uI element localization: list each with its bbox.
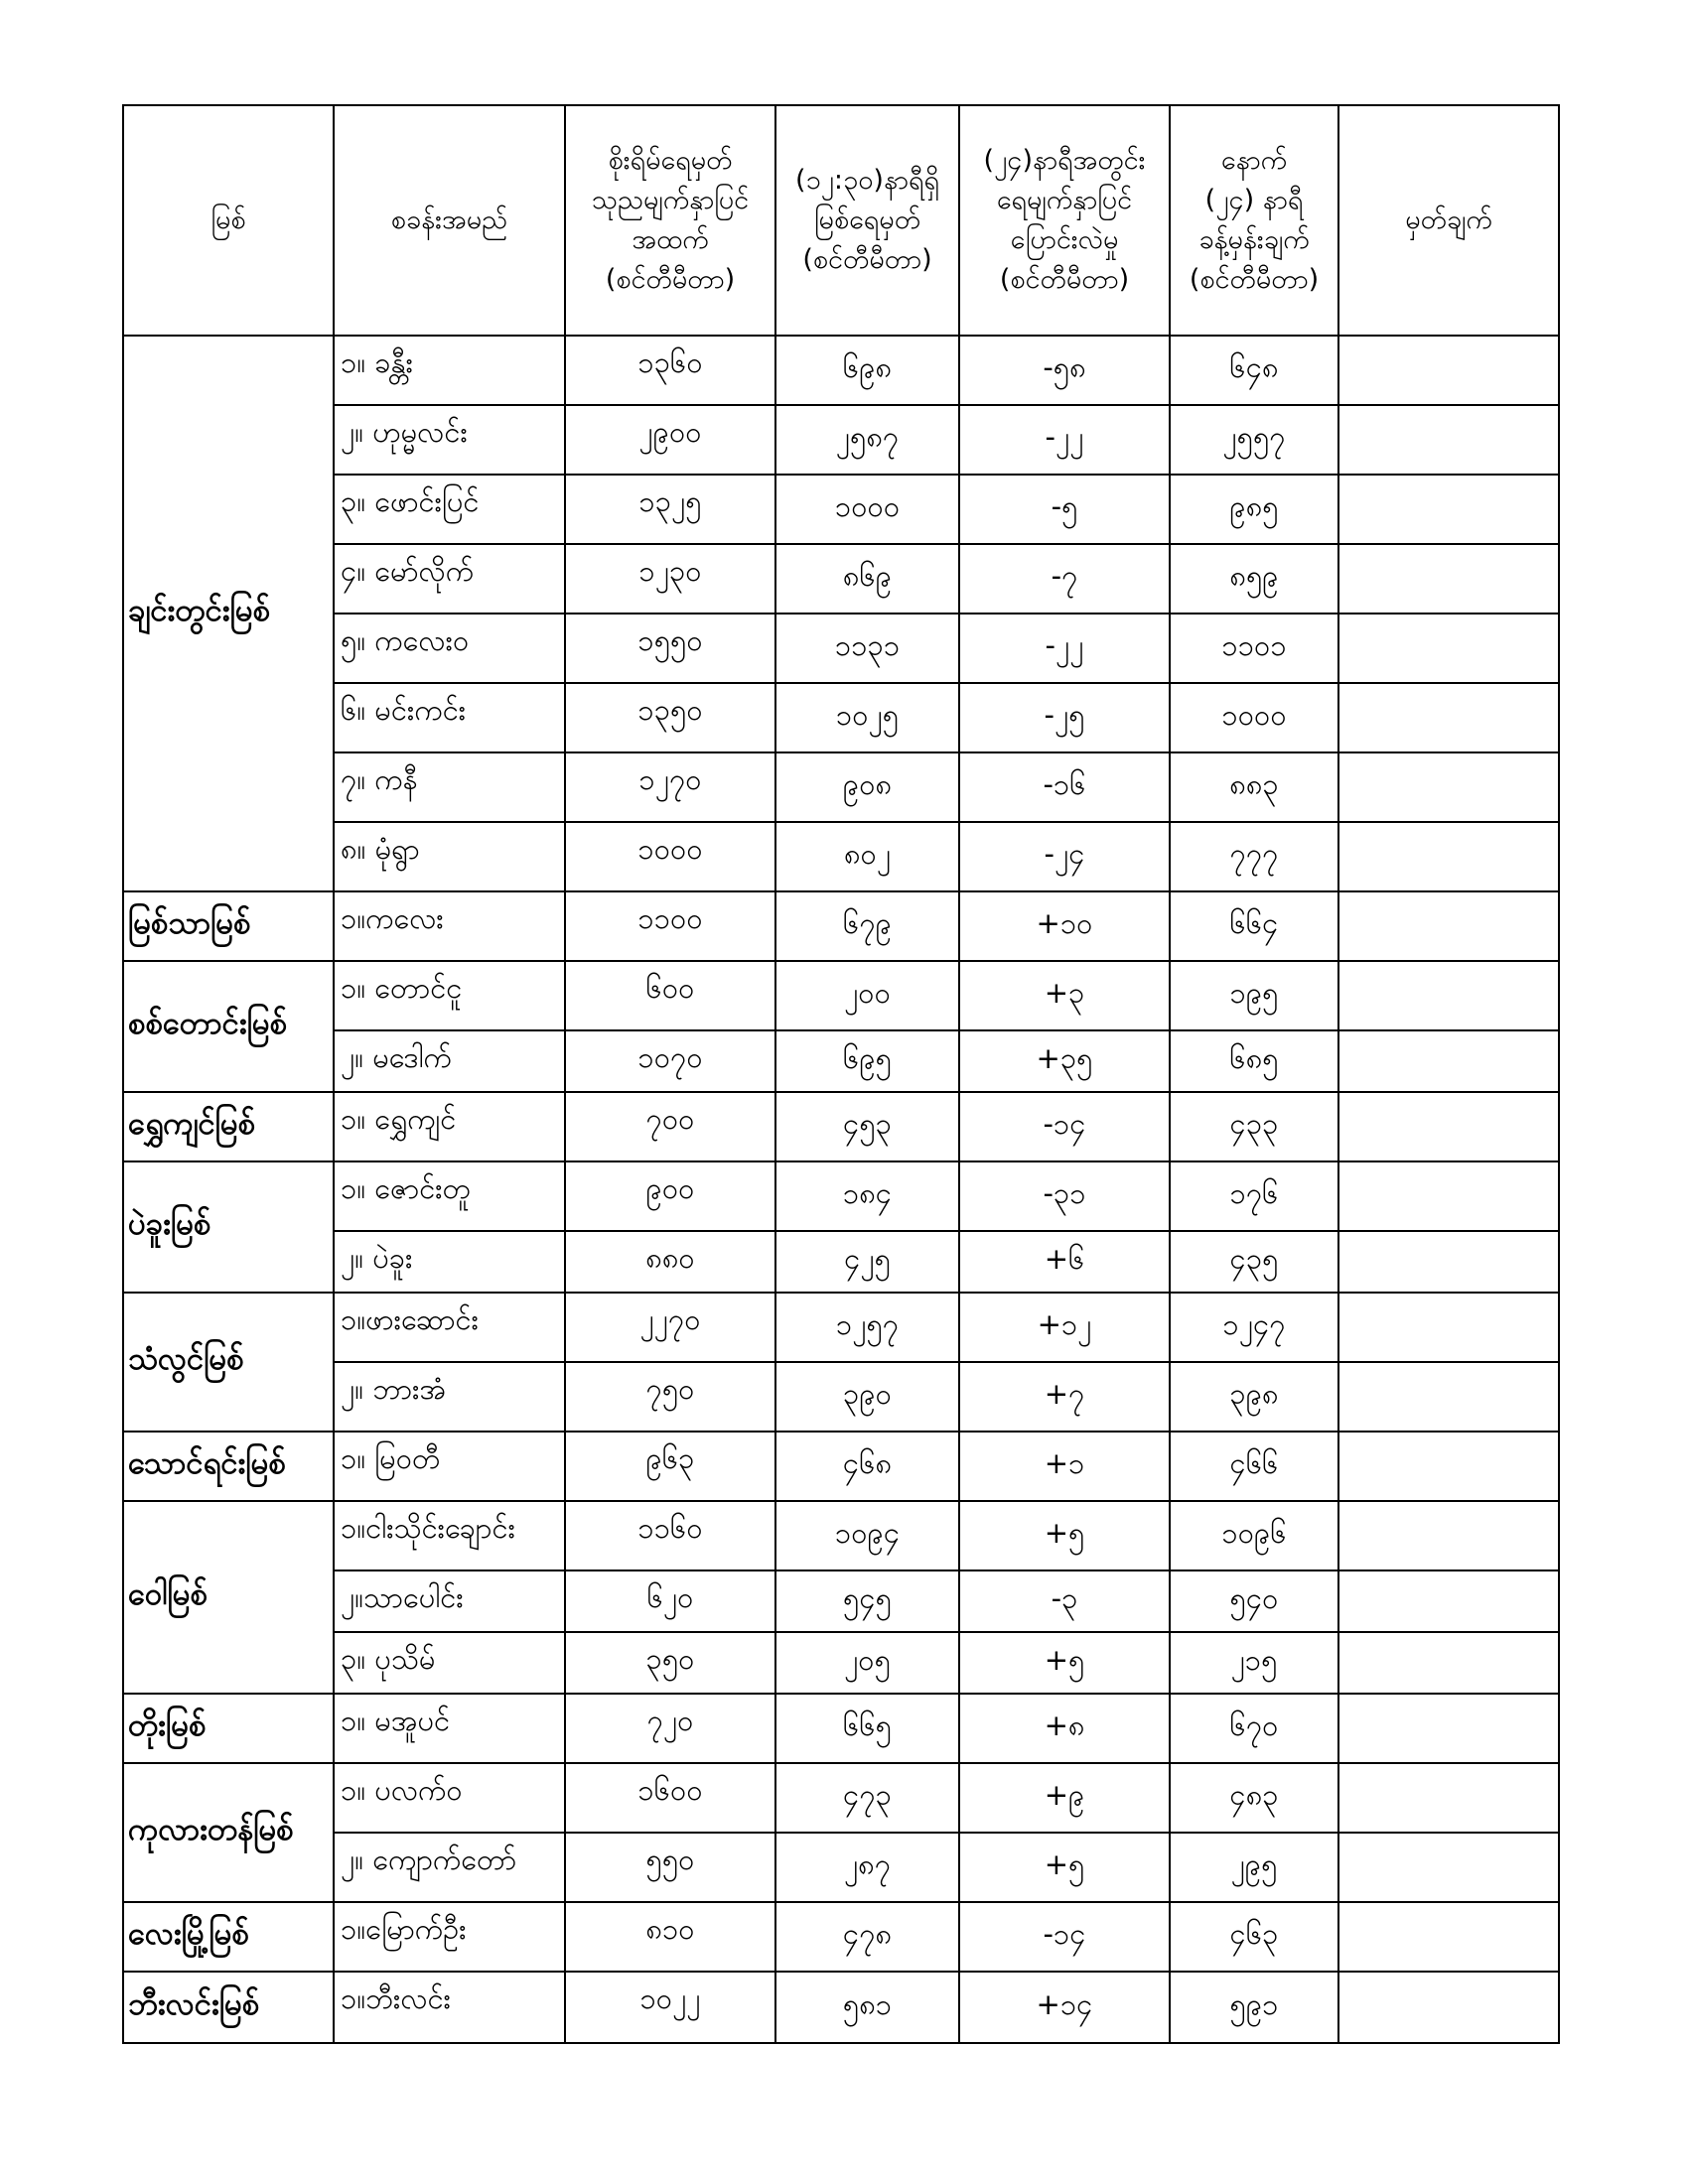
- station-name: ၂။ ဘားအံ: [334, 1362, 565, 1432]
- table-row: [123, 1030, 1559, 1092]
- level-cell: ၁၂၅၇: [775, 1293, 959, 1362]
- forecast-cell: ၈၅၉: [1170, 544, 1338, 614]
- level-cell: ၈၆၉: [775, 544, 959, 614]
- remark-cell: [1338, 1293, 1559, 1362]
- table-row: [123, 1902, 1559, 1972]
- remark-cell: [1338, 1902, 1559, 1972]
- level-cell: ၄၂၅: [775, 1231, 959, 1293]
- change-cell: -၂၅: [959, 683, 1170, 752]
- change-cell: -၅၈: [959, 336, 1170, 405]
- level-cell: ၁၀၂၅: [775, 683, 959, 752]
- danger-cell: ၃၅၀: [565, 1632, 775, 1694]
- station-name: ၁။ ဇောင်းတူ: [334, 1161, 565, 1231]
- forecast-cell: ၃၉၈: [1170, 1362, 1338, 1432]
- remark-cell: [1338, 1972, 1559, 2043]
- header-river: မြစ်: [123, 105, 334, 336]
- forecast-cell: ၄၈၃: [1170, 1763, 1338, 1833]
- forecast-cell: ၇၇၇: [1170, 822, 1338, 891]
- station-name: ၂။သာပေါင်း: [334, 1570, 565, 1632]
- danger-cell: ၅၅၀: [565, 1833, 775, 1902]
- danger-cell: ၉၀၀: [565, 1161, 775, 1231]
- forecast-cell: ၄၆၆: [1170, 1432, 1338, 1501]
- change-cell: +၈: [959, 1694, 1170, 1763]
- table-row: [123, 1763, 1559, 1833]
- danger-cell: ၉၆၃: [565, 1432, 775, 1501]
- remark-cell: [1338, 1030, 1559, 1092]
- remark-cell: [1338, 752, 1559, 822]
- change-cell: -၃: [959, 1570, 1170, 1632]
- table-row: [123, 614, 1559, 683]
- remark-cell: [1338, 1763, 1559, 1833]
- table-row: [123, 1293, 1559, 1362]
- danger-cell: ၁၀၇၀: [565, 1030, 775, 1092]
- danger-cell: ၈၁၀: [565, 1902, 775, 1972]
- forecast-cell: ၅၉၁: [1170, 1972, 1338, 2043]
- table-header: [123, 105, 1559, 336]
- level-cell: ၄၇၈: [775, 1902, 959, 1972]
- change-cell: -၇: [959, 544, 1170, 614]
- level-cell: ၁၁၃၁: [775, 614, 959, 683]
- change-cell: +၁၀: [959, 891, 1170, 961]
- danger-cell: ၁၆၀၀: [565, 1763, 775, 1833]
- table-row: [123, 544, 1559, 614]
- level-cell: ၁၈၄: [775, 1161, 959, 1231]
- remark-cell: [1338, 1161, 1559, 1231]
- station-name: ၃။ ဖောင်းပြင်: [334, 475, 565, 544]
- danger-cell: ၁၃၂၅: [565, 475, 775, 544]
- station-name: ၁။ မအူပင်: [334, 1694, 565, 1763]
- station-name: ၁။ ခန္တီး: [334, 336, 565, 405]
- station-name: ၂။ ကျောက်တော်: [334, 1833, 565, 1902]
- danger-cell: ၁၂၃၀: [565, 544, 775, 614]
- table-row: [123, 1632, 1559, 1694]
- danger-cell: ၈၈၀: [565, 1231, 775, 1293]
- danger-cell: ၁၁၆၀: [565, 1501, 775, 1570]
- forecast-cell: ၂၅၅၇: [1170, 405, 1338, 475]
- forecast-cell: ၆၆၄: [1170, 891, 1338, 961]
- header-danger-level: စိုးရိမ်ရေမှတ် သုညမျက်နှာပြင် အထက် (စင်တီမီတာ): [565, 105, 775, 336]
- level-cell: ၂၈၇: [775, 1833, 959, 1902]
- table-row: [123, 1092, 1559, 1161]
- forecast-cell: ၄၆၃: [1170, 1902, 1338, 1972]
- river-name: သောင်ရင်းမြစ်: [123, 1432, 334, 1501]
- forecast-cell: ၁၉၅: [1170, 961, 1338, 1030]
- danger-cell: ၁၅၅၀: [565, 614, 775, 683]
- level-cell: ၅၈၁: [775, 1972, 959, 2043]
- remark-cell: [1338, 1231, 1559, 1293]
- station-name: ၁။ မြဝတီ: [334, 1432, 565, 1501]
- station-name: ၈။ မုံရွာ: [334, 822, 565, 891]
- level-cell: ၆၆၅: [775, 1694, 959, 1763]
- danger-cell: ၁၂၇၀: [565, 752, 775, 822]
- danger-cell: ၁၃၆၀: [565, 336, 775, 405]
- table-row: [123, 1231, 1559, 1293]
- forecast-cell: ၁၀၀၀: [1170, 683, 1338, 752]
- table-row: [123, 683, 1559, 752]
- remark-cell: [1338, 544, 1559, 614]
- change-cell: -၅: [959, 475, 1170, 544]
- remark-cell: [1338, 614, 1559, 683]
- station-name: ၁။ဖားဆောင်း: [334, 1293, 565, 1362]
- header-forecast: နောက် (၂၄) နာရီ ခန့်မှန်းချက် (စင်တီမီတာ): [1170, 105, 1338, 336]
- change-cell: -၁၄: [959, 1092, 1170, 1161]
- change-cell: +၃: [959, 961, 1170, 1030]
- level-cell: ၃၉၀: [775, 1362, 959, 1432]
- station-name: ၅။ ကလေးဝ: [334, 614, 565, 683]
- level-cell: ၂၅၈၇: [775, 405, 959, 475]
- danger-cell: ၂၉၀၀: [565, 405, 775, 475]
- header-current-level: (၁၂:၃၀)နာရီရှိ မြစ်ရေမှတ် (စင်တီမီတာ): [775, 105, 959, 336]
- level-cell: ၂၀၅: [775, 1632, 959, 1694]
- table-row: [123, 1972, 1559, 2043]
- remark-cell: [1338, 1570, 1559, 1632]
- forecast-cell: ၆၄၈: [1170, 336, 1338, 405]
- remark-cell: [1338, 822, 1559, 891]
- change-cell: -၃၁: [959, 1161, 1170, 1231]
- table-row: [123, 1694, 1559, 1763]
- change-cell: -၂၂: [959, 405, 1170, 475]
- level-cell: ၆၇၉: [775, 891, 959, 961]
- change-cell: +၆: [959, 1231, 1170, 1293]
- station-name: ၁။ဘီးလင်း: [334, 1972, 565, 2043]
- change-cell: +၁၂: [959, 1293, 1170, 1362]
- danger-cell: ၆၂၀: [565, 1570, 775, 1632]
- level-cell: ၂၀၀: [775, 961, 959, 1030]
- river-name: လေးမြို့မြစ်: [123, 1902, 334, 1972]
- remark-cell: [1338, 1092, 1559, 1161]
- station-name: ၁။ ရွှေကျင်: [334, 1092, 565, 1161]
- forecast-cell: ၁၁၀၁: [1170, 614, 1338, 683]
- danger-cell: ၇၀၀: [565, 1092, 775, 1161]
- forecast-cell: ၈၈၃: [1170, 752, 1338, 822]
- station-name: ၄။ မော်လိုက်: [334, 544, 565, 614]
- table-row: [123, 822, 1559, 891]
- table-row: [123, 1501, 1559, 1570]
- table-row: [123, 961, 1559, 1030]
- change-cell: +၅: [959, 1833, 1170, 1902]
- forecast-cell: ၂၁၅: [1170, 1632, 1338, 1694]
- forecast-cell: ၅၄၀: [1170, 1570, 1338, 1632]
- change-cell: +၉: [959, 1763, 1170, 1833]
- danger-cell: ၁၀၂၂: [565, 1972, 775, 2043]
- change-cell: -၂၂: [959, 614, 1170, 683]
- table-row: [123, 1161, 1559, 1231]
- table-row: [123, 1432, 1559, 1501]
- river-level-table-container: [122, 104, 1558, 2044]
- remark-cell: [1338, 405, 1559, 475]
- level-cell: ၈၀၂: [775, 822, 959, 891]
- station-name: ၁။ တောင်ငူ: [334, 961, 565, 1030]
- change-cell: +၇: [959, 1362, 1170, 1432]
- level-cell: ၆၉၅: [775, 1030, 959, 1092]
- remark-cell: [1338, 1694, 1559, 1763]
- station-name: ၃။ ပုသိမ်: [334, 1632, 565, 1694]
- forecast-cell: ၉၈၅: [1170, 475, 1338, 544]
- forecast-cell: ၆၈၅: [1170, 1030, 1338, 1092]
- river-name: မြစ်သာမြစ်: [123, 891, 334, 961]
- danger-cell: ၆၀၀: [565, 961, 775, 1030]
- river-name: စစ်တောင်းမြစ်: [123, 961, 334, 1092]
- table-row: [123, 1833, 1559, 1902]
- forecast-cell: ၄၃၅: [1170, 1231, 1338, 1293]
- remark-cell: [1338, 475, 1559, 544]
- change-cell: +၅: [959, 1632, 1170, 1694]
- table-row: [123, 752, 1559, 822]
- change-cell: -၁၆: [959, 752, 1170, 822]
- danger-cell: ၁၁၀၀: [565, 891, 775, 961]
- station-name: ၇။ ကနီ: [334, 752, 565, 822]
- header-remarks: မှတ်ချက်: [1338, 105, 1559, 336]
- level-cell: ၄၆၈: [775, 1432, 959, 1501]
- river-name: သံလွင်မြစ်: [123, 1293, 334, 1432]
- level-cell: ၄၅၃: [775, 1092, 959, 1161]
- change-cell: -၂၄: [959, 822, 1170, 891]
- remark-cell: [1338, 961, 1559, 1030]
- river-level-table: [122, 104, 1560, 2044]
- station-name: ၁။ကလေး: [334, 891, 565, 961]
- table-row: [123, 475, 1559, 544]
- table-body: [123, 336, 1559, 2043]
- station-name: ၂။ ဟုမ္မလင်း: [334, 405, 565, 475]
- header-change: (၂၄)နာရီအတွင်း ရေမျက်နှာပြင် ပြောင်းလဲမှု (စင်တီမီတာ): [959, 105, 1170, 336]
- change-cell: +၁၄: [959, 1972, 1170, 2043]
- station-name: ၁။ငါးသိုင်းချောင်း: [334, 1501, 565, 1570]
- river-name: ဘီးလင်းမြစ်: [123, 1972, 334, 2043]
- danger-cell: ၁၀၀၀: [565, 822, 775, 891]
- forecast-cell: ၁၂၄၇: [1170, 1293, 1338, 1362]
- station-name: ၆။ မင်းကင်း: [334, 683, 565, 752]
- river-name: ရွှေကျင်မြစ်: [123, 1092, 334, 1161]
- change-cell: -၁၄: [959, 1902, 1170, 1972]
- level-cell: ၁၀၀၀: [775, 475, 959, 544]
- station-name: ၁။မြောက်ဦး: [334, 1902, 565, 1972]
- change-cell: +၅: [959, 1501, 1170, 1570]
- station-name: ၂။ မဒေါက်: [334, 1030, 565, 1092]
- station-name: ၂။ ပဲခူး: [334, 1231, 565, 1293]
- danger-cell: ၁၃၅၀: [565, 683, 775, 752]
- level-cell: ၅၄၅: [775, 1570, 959, 1632]
- forecast-cell: ၁၇၆: [1170, 1161, 1338, 1231]
- forecast-cell: ၆၇၀: [1170, 1694, 1338, 1763]
- level-cell: ၆၉၈: [775, 336, 959, 405]
- remark-cell: [1338, 683, 1559, 752]
- change-cell: +၁: [959, 1432, 1170, 1501]
- river-name: ကုလားတန်မြစ်: [123, 1763, 334, 1902]
- river-name: ဝေါမြစ်: [123, 1501, 334, 1694]
- remark-cell: [1338, 1632, 1559, 1694]
- station-name: ၁။ ပလက်ဝ: [334, 1763, 565, 1833]
- danger-cell: ၇၂၀: [565, 1694, 775, 1763]
- river-name: တိုးမြစ်: [123, 1694, 334, 1763]
- remark-cell: [1338, 891, 1559, 961]
- table-row: [123, 891, 1559, 961]
- river-name: ချင်းတွင်းမြစ်: [123, 336, 334, 891]
- table-row: [123, 336, 1559, 405]
- forecast-cell: ၄၃၃: [1170, 1092, 1338, 1161]
- table-row: [123, 1362, 1559, 1432]
- danger-cell: ၇၅၀: [565, 1362, 775, 1432]
- river-name: ပဲခူးမြစ်: [123, 1161, 334, 1293]
- level-cell: ၉၀၈: [775, 752, 959, 822]
- remark-cell: [1338, 336, 1559, 405]
- danger-cell: ၂၂၇၀: [565, 1293, 775, 1362]
- level-cell: ၁၀၉၄: [775, 1501, 959, 1570]
- remark-cell: [1338, 1501, 1559, 1570]
- header-station: စခန်းအမည်: [334, 105, 565, 336]
- table-row: [123, 1570, 1559, 1632]
- remark-cell: [1338, 1833, 1559, 1902]
- level-cell: ၄၇၃: [775, 1763, 959, 1833]
- forecast-cell: ၁၀၉၆: [1170, 1501, 1338, 1570]
- change-cell: +၃၅: [959, 1030, 1170, 1092]
- header-row: [123, 105, 1559, 336]
- table-row: [123, 405, 1559, 475]
- remark-cell: [1338, 1362, 1559, 1432]
- forecast-cell: ၂၉၅: [1170, 1833, 1338, 1902]
- remark-cell: [1338, 1432, 1559, 1501]
